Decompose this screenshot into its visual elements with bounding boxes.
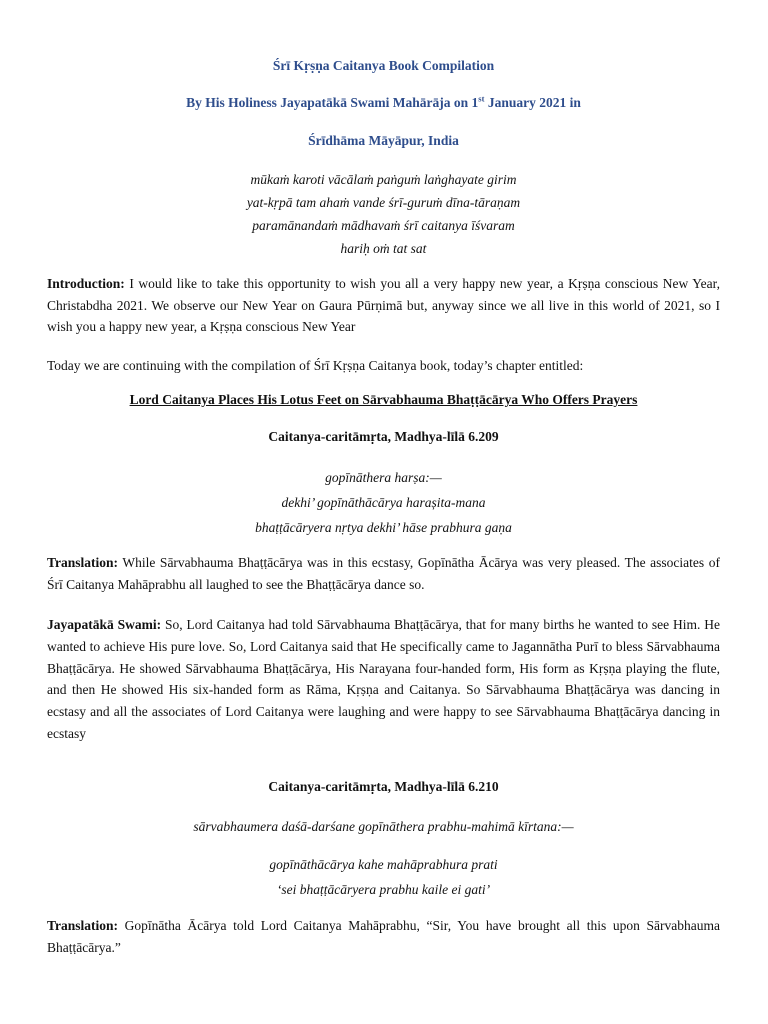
invocation-verse — [47, 168, 720, 260]
introduction-label: Introduction: — [47, 276, 125, 291]
verse-reference: Caitanya-caritāmṛta, Madhya-līlā 6.210 — [268, 779, 499, 794]
byline-text-end: January 2021 in — [484, 95, 581, 110]
translation-label: Translation: — [47, 555, 119, 570]
verse-line: ‘sei bhaṭṭācāryera prabhu kaile ei gati’ — [276, 882, 491, 897]
invocation-line: hariḥ oṁ tat sat — [340, 241, 427, 256]
document-place: Śrīdhāma Māyāpur, India — [308, 133, 459, 148]
translation-text: Gopīnātha Ācārya told Lord Caitanya Mahāprabhu, “Sir, You have brought all this upon Sārvabhauma Bhaṭṭācārya.” — [47, 918, 720, 955]
verse-text — [47, 465, 720, 540]
verse-text — [47, 852, 720, 902]
verse-line: gopīnāthācārya kahe mahāprabhura prati — [269, 857, 498, 872]
translation-paragraph — [47, 552, 720, 595]
verse-reference: Caitanya-caritāmṛta, Madhya-līlā 6.209 — [268, 429, 499, 444]
commentary-text: So, Lord Caitanya had told Sārvabhauma Bhaṭṭācārya, that for many births he wanted to see Him. He wanted to achieve His pure love. So, Lord Caitanya said that He specifically came to Jagannātha Purī to bless Sārvabhauma Bhaṭṭācārya. He showed Sārvabhauma Bhaṭṭācārya, His Narayana four-handed form, His form as Kṛṣṇa playing the flute, and then He showed His six-handed form as Rāma, Kṛṣṇa and Caitanya. So Sārvabhauma Bhaṭṭācārya was dancing in ecstasy and all the associates of Lord Caitanya were laughing and were happy to see Sārvabhauma Bhaṭṭācārya dancing in ecstasy — [47, 617, 720, 741]
continuing-paragraph: Today we are continuing with the compilation of Śrī Kṛṣṇa Caitanya book, today’s chapter entitled: — [47, 358, 584, 373]
invocation-line: mūkaṁ karoti vācālaṁ paṅguṁ laṅghayate girim — [250, 172, 517, 187]
chapter-title: Lord Caitanya Places His Lotus Feet on Sārvabhauma Bhaṭṭācārya Who Offers Prayers — [129, 392, 638, 407]
byline-text: By His Holiness Jayapatākā Swami Mahārāja on 1 — [186, 95, 479, 110]
verse-line: gopīnāthera harṣa:— — [325, 470, 442, 485]
introduction-paragraph — [47, 273, 720, 338]
invocation-line: yat-kṛpā tam ahaṁ vande śrī-guruṁ dīna-tāraṇam — [246, 195, 521, 210]
translation-text: While Sārvabhauma Bhaṭṭācārya was in this ecstasy, Gopīnātha Ācārya was very pleased. The associates of Śrī Caitanya Mahāprabhu all laughed to see the Bhaṭṭācārya dance so. — [47, 555, 720, 592]
commentary-paragraph — [47, 614, 720, 745]
byline-ordinal: st — [478, 93, 485, 104]
verse-line: dekhi’ gopīnāthācārya harașita-mana — [281, 495, 486, 510]
introduction-text: I would like to take this opportunity to wish you all a very happy new year, a Kṛṣṇa conscious New Year, Christabdha 2021. We observe our New Year on Gaura Pūrṇimā but, anyway since we all live in this world of 2021, so I wish you a happy new year, a Kṛṣṇa conscious New Year — [47, 276, 720, 334]
verse-intro-line: sārvabhaumera daśā-darśane gopīnāthera prabhu-mahimā kīrtana:— — [193, 819, 574, 834]
invocation-line: paramānandaṁ mādhavaṁ śrī caitanya īśvaram — [252, 218, 515, 233]
verse-line: bhaṭṭācāryera nṛtya dekhi’ hāse prabhura gaṇa — [255, 520, 512, 535]
translation-label: Translation: — [47, 918, 119, 933]
translation-paragraph — [47, 915, 720, 958]
document-title: Śrī Kṛṣṇa Caitanya Book Compilation — [272, 58, 495, 73]
commentary-label: Jayapatākā Swami: — [47, 617, 162, 632]
document-byline — [47, 95, 720, 111]
